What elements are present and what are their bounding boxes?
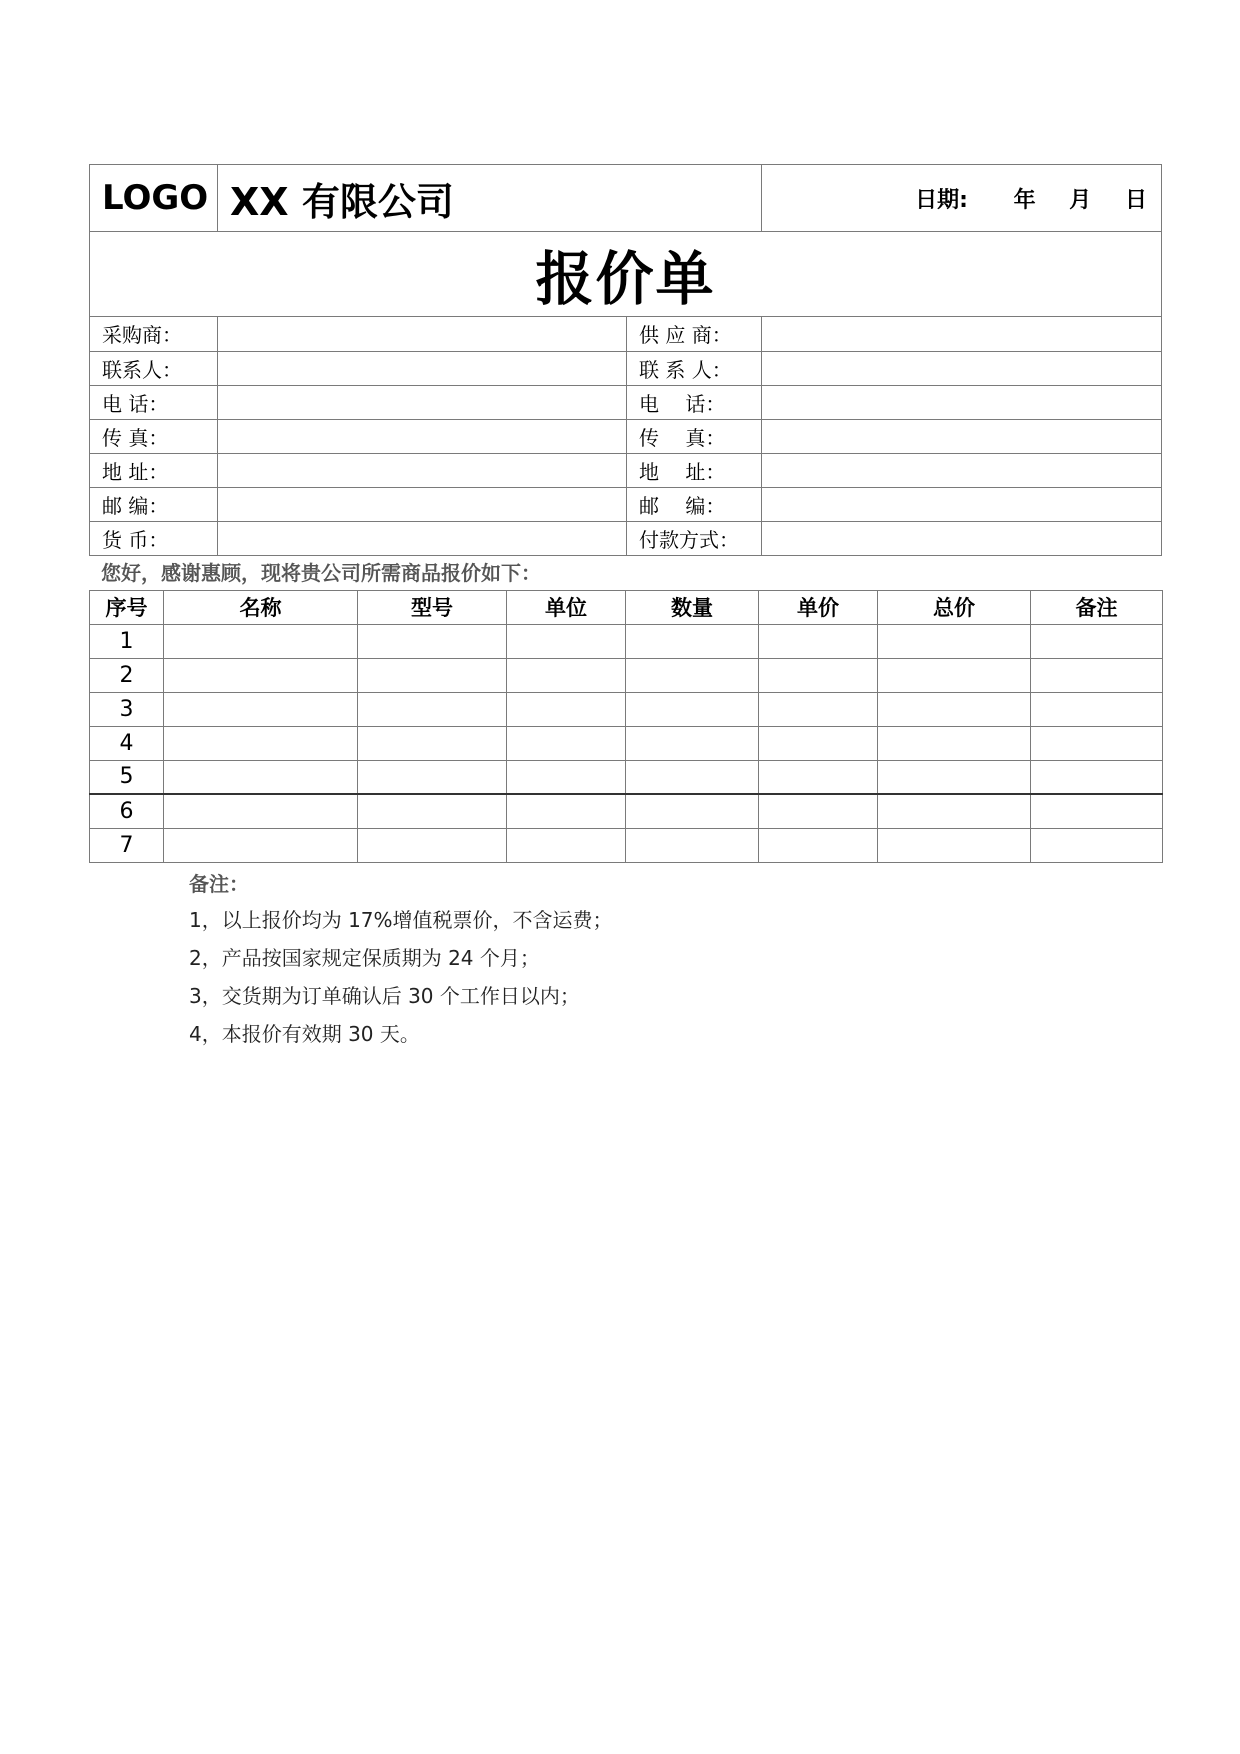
info-value-right[interactable]	[762, 521, 1162, 555]
greeting-text: 您好，感谢惠顾，现将贵公司所需商品报价如下：	[101, 560, 541, 585]
row-number: 4	[90, 726, 164, 760]
date-day: 日	[1124, 187, 1147, 213]
info-label-left: 货 币：	[90, 521, 218, 555]
table-cell[interactable]	[878, 794, 1031, 828]
table-cell[interactable]	[507, 624, 626, 658]
company-name: XX 有限公司	[218, 165, 762, 232]
row-number: 5	[90, 760, 164, 794]
note-line: 1，以上报价均为 17%增值税票价，不含运费；	[189, 907, 613, 932]
table-row	[90, 624, 1163, 658]
table-row	[90, 760, 1163, 794]
table-cell[interactable]	[164, 726, 358, 760]
info-label-left: 邮 编：	[90, 487, 218, 521]
table-cell[interactable]	[164, 658, 358, 692]
table-row	[90, 692, 1163, 726]
table-cell[interactable]	[878, 760, 1031, 794]
info-row	[90, 317, 1162, 351]
notes-title: 备注：	[189, 871, 249, 896]
table-cell[interactable]	[164, 760, 358, 794]
date-year: 年	[1013, 187, 1036, 213]
info-row	[90, 385, 1162, 419]
table-cell[interactable]	[759, 760, 878, 794]
info-row	[90, 453, 1162, 487]
product-table	[89, 590, 1163, 863]
table-cell[interactable]	[358, 828, 507, 862]
table-row	[90, 726, 1163, 760]
table-cell[interactable]	[507, 794, 626, 828]
info-label-left: 电 话：	[90, 385, 218, 419]
info-row	[90, 487, 1162, 521]
table-cell[interactable]	[878, 726, 1031, 760]
info-value-left[interactable]	[218, 351, 627, 385]
info-value-right[interactable]	[762, 351, 1162, 385]
table-row	[90, 658, 1163, 692]
info-value-left[interactable]	[218, 487, 627, 521]
info-row	[90, 351, 1162, 385]
note-line: 3，交货期为订单确认后 30 个工作日以内；	[189, 983, 580, 1008]
table-cell[interactable]	[358, 658, 507, 692]
table-cell[interactable]	[164, 794, 358, 828]
column-header: 数量	[626, 590, 759, 624]
row-number: 7	[90, 828, 164, 862]
table-cell[interactable]	[507, 726, 626, 760]
table-cell[interactable]	[626, 624, 759, 658]
table-cell[interactable]	[507, 760, 626, 794]
info-label-left: 传 真：	[90, 419, 218, 453]
table-cell[interactable]	[358, 624, 507, 658]
note-line: 4，本报价有效期 30 天。	[189, 1021, 420, 1046]
column-header: 型号	[358, 590, 507, 624]
table-cell[interactable]	[626, 692, 759, 726]
date-label: 日期:	[915, 187, 968, 213]
table-cell[interactable]	[358, 692, 507, 726]
table-cell[interactable]	[878, 828, 1031, 862]
column-header: 单位	[507, 590, 626, 624]
table-cell[interactable]	[626, 828, 759, 862]
table-cell[interactable]	[759, 692, 878, 726]
info-value-right[interactable]	[762, 487, 1162, 521]
column-header: 备注	[1031, 590, 1163, 624]
table-cell[interactable]	[1031, 794, 1163, 828]
row-number: 6	[90, 794, 164, 828]
party-info-table	[89, 317, 1162, 556]
quotation-sheet	[89, 164, 1162, 1053]
table-cell[interactable]	[878, 692, 1031, 726]
info-label-left: 采购商：	[90, 317, 218, 351]
info-label-right: 邮 编：	[627, 487, 762, 521]
table-cell[interactable]	[759, 624, 878, 658]
info-label-right: 付款方式：	[627, 521, 762, 555]
table-cell[interactable]	[164, 828, 358, 862]
table-cell[interactable]	[626, 658, 759, 692]
table-cell[interactable]	[759, 658, 878, 692]
notes-section	[189, 867, 1162, 1053]
table-cell[interactable]	[626, 794, 759, 828]
table-cell[interactable]	[507, 658, 626, 692]
date-month: 月	[1069, 187, 1092, 213]
info-label-left: 联系人：	[90, 351, 218, 385]
info-label-right: 传 真：	[627, 419, 762, 453]
table-row	[90, 828, 1163, 862]
table-cell[interactable]	[507, 828, 626, 862]
table-cell[interactable]	[1031, 624, 1163, 658]
table-row	[90, 794, 1163, 828]
logo: LOGO	[90, 165, 218, 232]
column-header: 总价	[878, 590, 1031, 624]
info-value-right[interactable]	[762, 317, 1162, 351]
info-value-left[interactable]	[218, 419, 627, 453]
info-value-left[interactable]	[218, 521, 627, 555]
info-value-right[interactable]	[762, 453, 1162, 487]
info-label-left: 地 址：	[90, 453, 218, 487]
info-value-left[interactable]	[218, 317, 627, 351]
table-cell[interactable]	[358, 726, 507, 760]
table-cell[interactable]	[358, 794, 507, 828]
info-label-right: 供 应 商：	[627, 317, 762, 351]
info-value-left[interactable]	[218, 385, 627, 419]
table-cell[interactable]	[1031, 658, 1163, 692]
note-line: 2，产品按国家规定保质期为 24 个月；	[189, 945, 540, 970]
row-number: 2	[90, 658, 164, 692]
table-cell[interactable]	[164, 692, 358, 726]
table-cell[interactable]	[626, 726, 759, 760]
table-cell[interactable]	[759, 828, 878, 862]
table-cell[interactable]	[1031, 828, 1163, 862]
table-cell[interactable]	[626, 760, 759, 794]
info-label-right: 地 址：	[627, 453, 762, 487]
table-cell[interactable]	[759, 726, 878, 760]
info-row	[90, 419, 1162, 453]
info-value-left[interactable]	[218, 453, 627, 487]
header-table	[89, 164, 1162, 317]
date-field[interactable]	[762, 165, 1162, 232]
table-cell[interactable]	[1031, 692, 1163, 726]
row-number: 3	[90, 692, 164, 726]
table-cell[interactable]	[759, 794, 878, 828]
info-label-right: 电 话：	[627, 385, 762, 419]
table-cell[interactable]	[1031, 726, 1163, 760]
info-value-right[interactable]	[762, 419, 1162, 453]
table-cell[interactable]	[878, 658, 1031, 692]
column-header: 名称	[164, 590, 358, 624]
column-header: 序号	[90, 590, 164, 624]
row-number: 1	[90, 624, 164, 658]
column-header: 单价	[759, 590, 878, 624]
info-label-right: 联 系 人：	[627, 351, 762, 385]
table-cell[interactable]	[1031, 760, 1163, 794]
table-cell[interactable]	[358, 760, 507, 794]
info-row	[90, 521, 1162, 555]
table-cell[interactable]	[878, 624, 1031, 658]
page-title: 报价单	[90, 232, 1162, 317]
info-value-right[interactable]	[762, 385, 1162, 419]
table-cell[interactable]	[507, 692, 626, 726]
table-cell[interactable]	[164, 624, 358, 658]
